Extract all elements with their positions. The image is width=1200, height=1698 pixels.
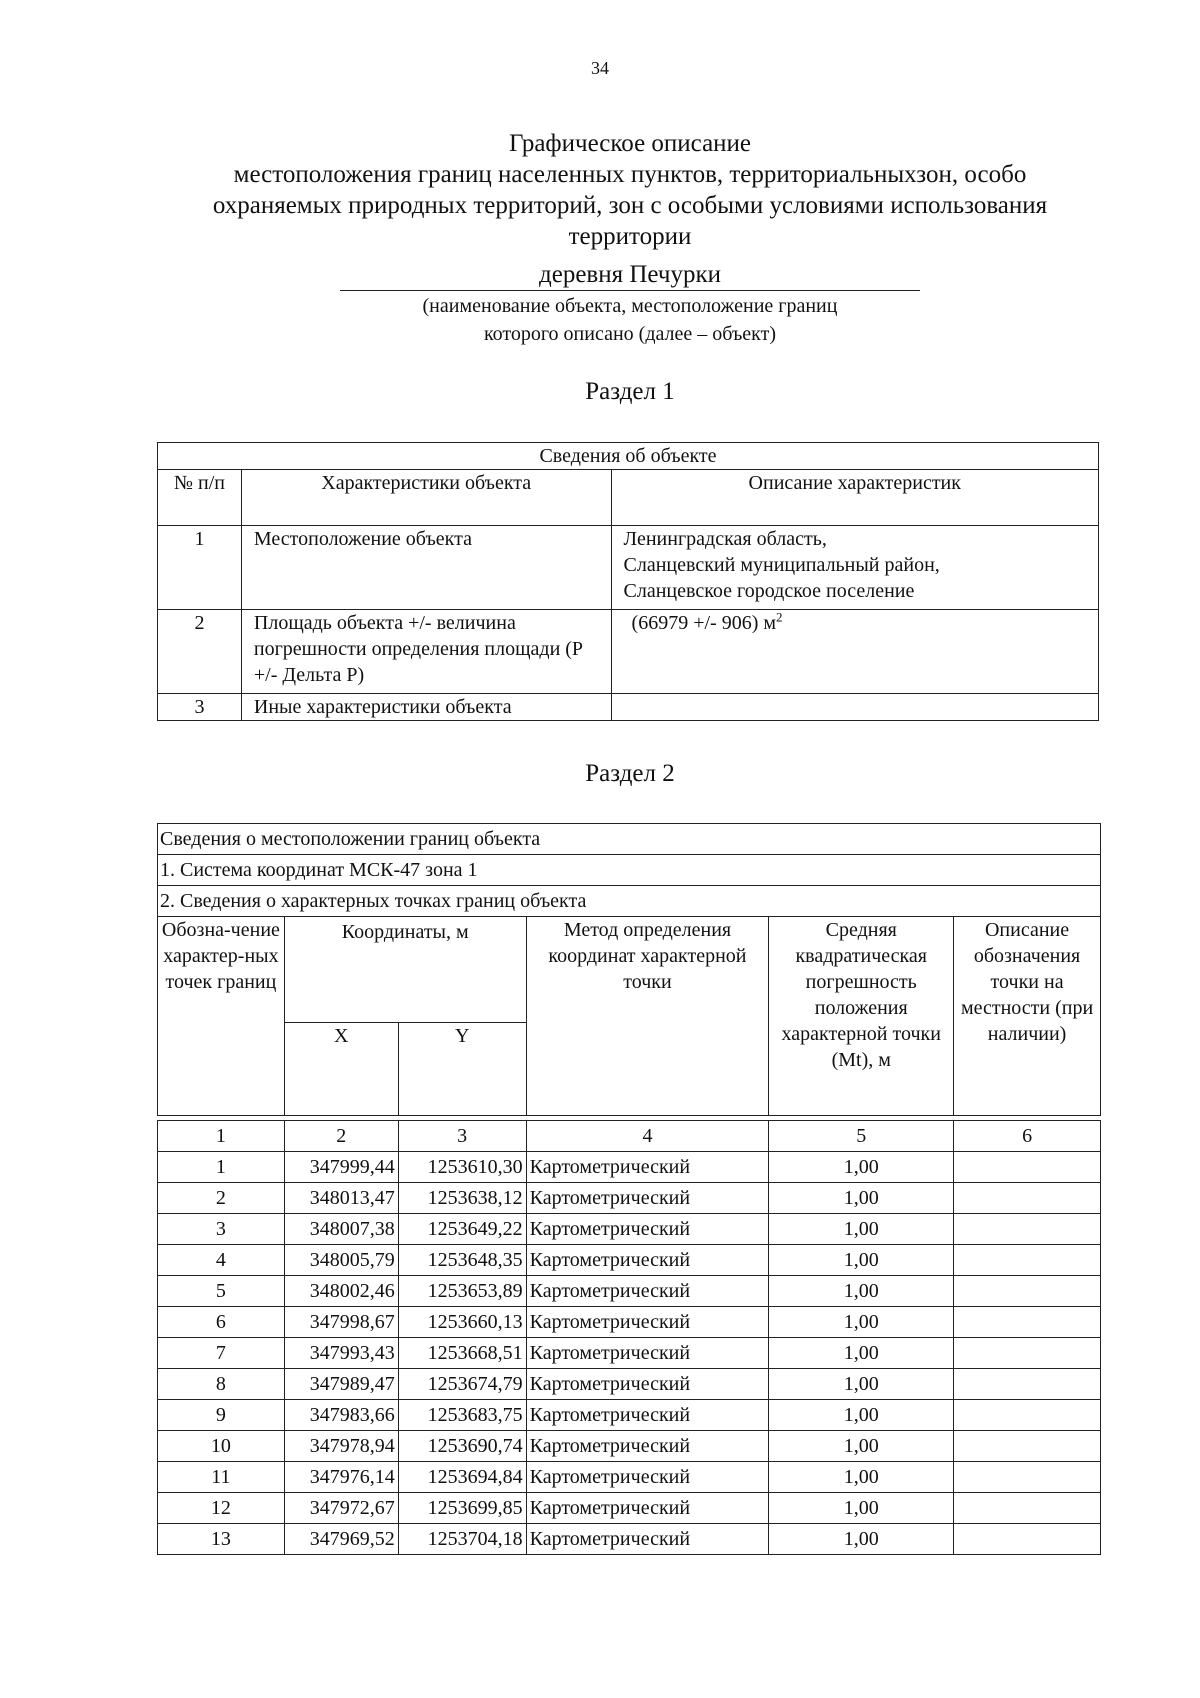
coordinates-header: Координаты, м [284, 917, 526, 1023]
y-header: Y [398, 1023, 526, 1116]
table-row [158, 1152, 1101, 1183]
row-description [611, 694, 1098, 721]
column-number: 5 [769, 1121, 954, 1152]
point-y: 1253674,79 [398, 1369, 526, 1400]
point-method: Картометрический [526, 1152, 769, 1183]
point-y: 1253648,35 [398, 1245, 526, 1276]
point-x: 347969,52 [284, 1524, 398, 1555]
point-y: 1253704,18 [398, 1524, 526, 1555]
point-mt: 1,00 [769, 1400, 954, 1431]
row-characteristic: Площадь объекта +/- величина погрешности определения площади (P +/- Дельта P) [241, 610, 611, 694]
row-description [611, 526, 1098, 610]
col-characteristics-header: Характеристики объекта [241, 470, 611, 526]
method-header: Метод определения координат характерной точки [526, 917, 769, 1116]
caption-line: (наименование объекта, местоположение границ [422, 295, 838, 317]
column-number: 3 [398, 1121, 526, 1152]
description-line: Сланцевский муниципальный район, [623, 554, 940, 576]
row-number: 2 [158, 610, 242, 694]
point-mt: 1,00 [769, 1152, 954, 1183]
caption-line: которого описано (далее – объект) [483, 323, 777, 345]
point-x: 348005,79 [284, 1245, 398, 1276]
document-title [150, 128, 1110, 252]
row-description [611, 610, 1098, 694]
point-x: 347978,94 [284, 1431, 398, 1462]
column-number: 1 [158, 1121, 285, 1152]
designation-header: Обозна-чение характер-ных точек границ [158, 917, 285, 1116]
point-x: 347972,67 [284, 1493, 398, 1524]
row-characteristic: Иные характеристики объекта [241, 694, 611, 721]
point-description [954, 1214, 1101, 1245]
point-id: 2 [158, 1183, 285, 1214]
point-description [954, 1276, 1101, 1307]
row-number: 1 [158, 526, 242, 610]
point-x: 347993,43 [284, 1338, 398, 1369]
point-mt: 1,00 [769, 1307, 954, 1338]
point-id: 11 [158, 1462, 285, 1493]
point-id: 6 [158, 1307, 285, 1338]
coordinate-system: 1. Система координат МСК-47 зона 1 [158, 855, 1101, 886]
point-x: 347998,67 [284, 1307, 398, 1338]
points-title: 2. Сведения о характерных точках границ объекта [158, 886, 1101, 917]
point-mt: 1,00 [769, 1183, 954, 1214]
point-id: 7 [158, 1338, 285, 1369]
column-number: 4 [526, 1121, 769, 1152]
point-method: Картометрический [526, 1183, 769, 1214]
point-description [954, 1183, 1101, 1214]
point-description [954, 1369, 1101, 1400]
mt-header: Средняя квадратическая погрешность положения характерной точки (Mt), м [769, 917, 954, 1116]
point-y: 1253649,22 [398, 1214, 526, 1245]
table-row [158, 1431, 1101, 1462]
point-method: Картометрический [526, 1276, 769, 1307]
point-x: 347989,47 [284, 1369, 398, 1400]
table-row [158, 1400, 1101, 1431]
point-description [954, 1431, 1101, 1462]
point-mt: 1,00 [769, 1369, 954, 1400]
point-method: Картометрический [526, 1307, 769, 1338]
point-y: 1253683,75 [398, 1400, 526, 1431]
point-id: 10 [158, 1431, 285, 1462]
description-line: Ленинградская область, [623, 528, 827, 550]
point-id: 4 [158, 1245, 285, 1276]
boundary-points-table [157, 823, 1101, 1555]
area-value: (66979 +/- 906) м [631, 612, 777, 634]
point-x: 348007,38 [284, 1214, 398, 1245]
row-number: 3 [158, 694, 242, 721]
point-y: 1253610,30 [398, 1152, 526, 1183]
table-row [158, 1493, 1101, 1524]
page-number: 34 [591, 58, 609, 78]
column-number: 2 [284, 1121, 398, 1152]
point-x: 347983,66 [284, 1400, 398, 1431]
point-method: Картометрический [526, 1524, 769, 1555]
point-method: Картометрический [526, 1369, 769, 1400]
col-number-header: № п/п [158, 470, 242, 526]
point-mt: 1,00 [769, 1462, 954, 1493]
point-description [954, 1524, 1101, 1555]
point-mt: 1,00 [769, 1493, 954, 1524]
point-method: Картометрический [526, 1338, 769, 1369]
table-row [158, 1183, 1101, 1214]
point-description [954, 1462, 1101, 1493]
point-description [954, 1400, 1101, 1431]
point-method: Картометрический [526, 1431, 769, 1462]
point-mt: 1,00 [769, 1338, 954, 1369]
point-id: 1 [158, 1152, 285, 1183]
points-body [158, 1152, 1101, 1555]
title-line: территории [568, 223, 692, 250]
point-method: Картометрический [526, 1214, 769, 1245]
object-name-caption [300, 292, 960, 348]
table-row [158, 1276, 1101, 1307]
point-id: 9 [158, 1400, 285, 1431]
point-mt: 1,00 [769, 1524, 954, 1555]
table-row [158, 1524, 1101, 1555]
section1-heading: Раздел 1 [585, 378, 675, 405]
table-row [158, 1307, 1101, 1338]
title-line: охраняемых природных территорий, зон с особыми условиями использования [212, 192, 1048, 219]
point-id: 13 [158, 1524, 285, 1555]
point-description-header: Описание обозначения точки на местности (при наличии) [954, 917, 1101, 1116]
table-row [158, 1369, 1101, 1400]
point-id: 8 [158, 1369, 285, 1400]
area-unit-exponent: 2 [776, 609, 783, 625]
point-method: Картометрический [526, 1400, 769, 1431]
boundaries-title: Сведения о местоположении границ объекта [158, 824, 1101, 855]
object-info-table [157, 442, 1099, 721]
point-id: 12 [158, 1493, 285, 1524]
point-id: 5 [158, 1276, 285, 1307]
table-row [158, 1214, 1101, 1245]
table-row [158, 1462, 1101, 1493]
point-x: 347976,14 [284, 1462, 398, 1493]
point-description [954, 1307, 1101, 1338]
point-mt: 1,00 [769, 1245, 954, 1276]
point-x: 348013,47 [284, 1183, 398, 1214]
section2-heading: Раздел 2 [585, 760, 675, 787]
point-mt: 1,00 [769, 1276, 954, 1307]
table-row [158, 1245, 1101, 1276]
point-y: 1253668,51 [398, 1338, 526, 1369]
col-description-header: Описание характеристик [611, 470, 1098, 526]
point-y: 1253638,12 [398, 1183, 526, 1214]
title-line: местоположения границ населенных пунктов, территориальныхзон, особо [233, 161, 1027, 188]
object-info-title: Сведения об объекте [158, 443, 1099, 470]
point-y: 1253690,74 [398, 1431, 526, 1462]
point-method: Картометрический [526, 1493, 769, 1524]
description-line: Сланцевское городское поселение [623, 580, 915, 602]
point-description [954, 1245, 1101, 1276]
table-row [158, 1338, 1101, 1369]
point-y: 1253694,84 [398, 1462, 526, 1493]
point-description [954, 1152, 1101, 1183]
object-name: деревня Печурки [340, 260, 920, 291]
x-header: X [284, 1023, 398, 1116]
point-id: 3 [158, 1214, 285, 1245]
point-description [954, 1493, 1101, 1524]
point-mt: 1,00 [769, 1431, 954, 1462]
column-number: 6 [954, 1121, 1101, 1152]
point-mt: 1,00 [769, 1214, 954, 1245]
point-method: Картометрический [526, 1462, 769, 1493]
point-x: 347999,44 [284, 1152, 398, 1183]
point-description [954, 1338, 1101, 1369]
point-y: 1253660,13 [398, 1307, 526, 1338]
title-line: Графическое описание [508, 130, 752, 157]
point-y: 1253699,85 [398, 1493, 526, 1524]
point-y: 1253653,89 [398, 1276, 526, 1307]
point-x: 348002,46 [284, 1276, 398, 1307]
row-characteristic: Местоположение объекта [241, 526, 611, 610]
column-numbers-row [158, 1121, 1101, 1152]
point-method: Картометрический [526, 1245, 769, 1276]
